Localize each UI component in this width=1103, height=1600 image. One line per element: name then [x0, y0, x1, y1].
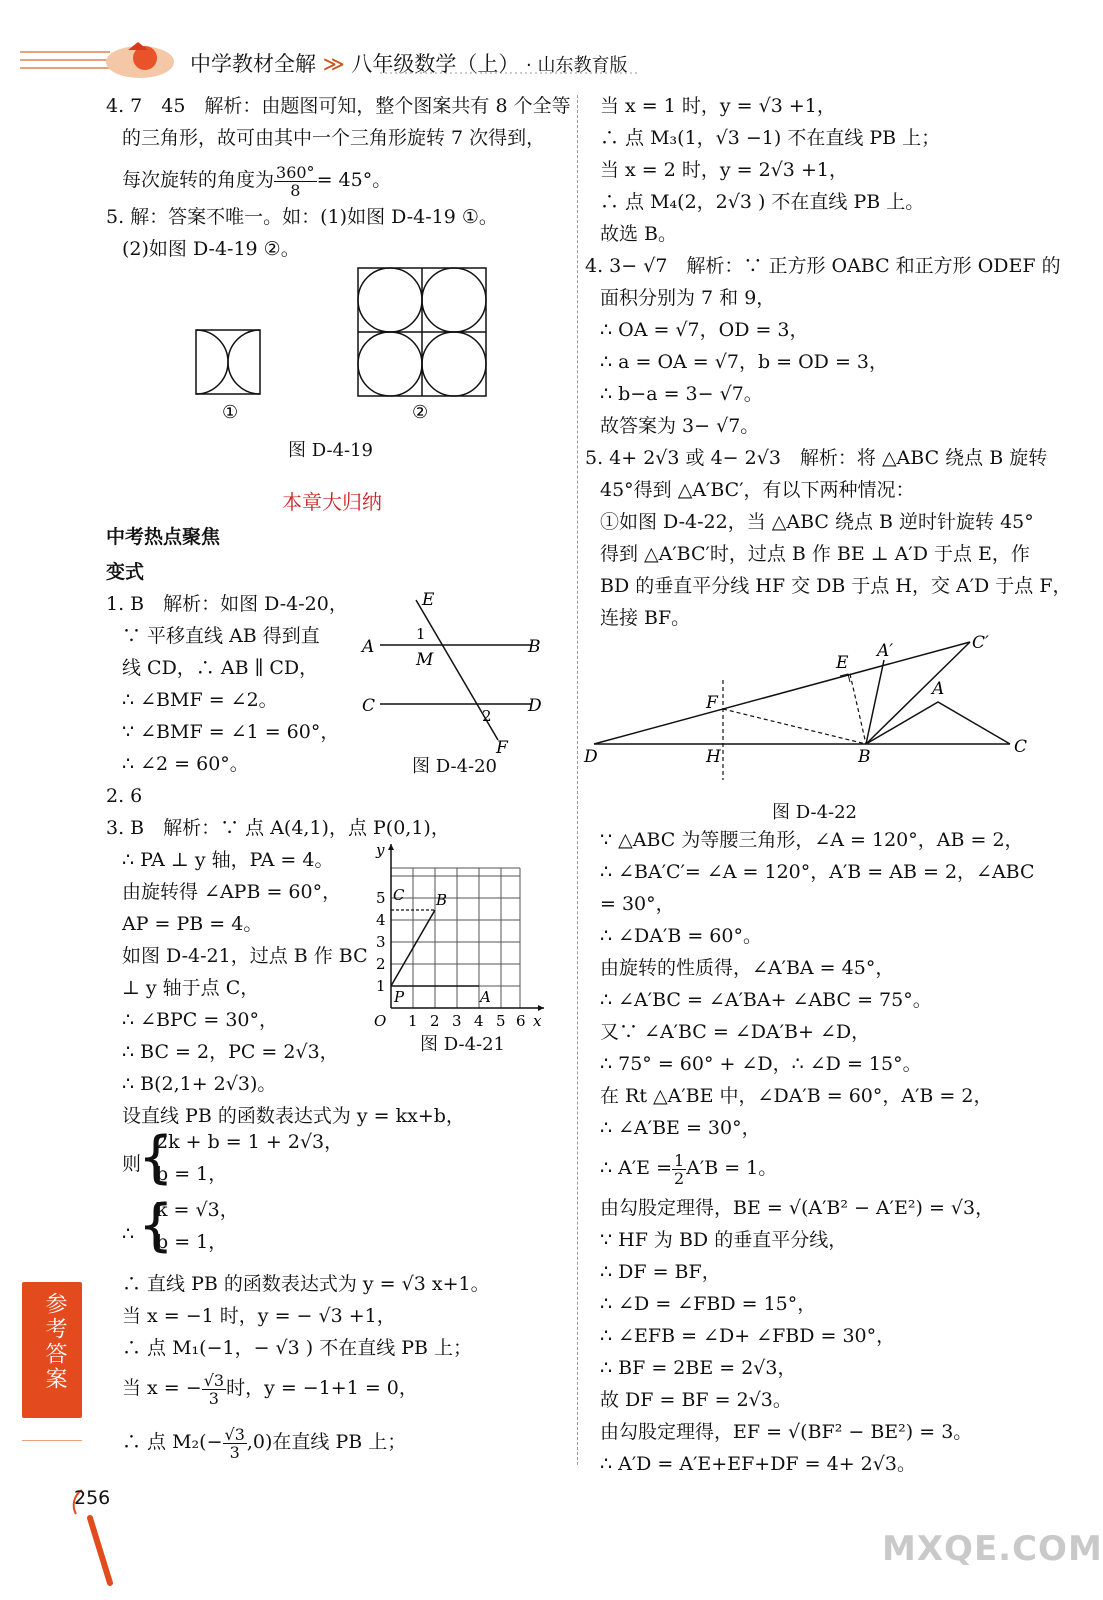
right-q4-line4: ∴ a = OA = √7，b = OD = 3，	[600, 351, 889, 373]
system1-eq1: 2k + b = 1 + 2√3，	[156, 1131, 344, 1153]
svg-text:3: 3	[452, 1012, 462, 1030]
system2-eq1: k = √3，	[156, 1199, 239, 1221]
right-q5-line2: 45°得到 △A′BC′，有以下两种情况：	[600, 479, 915, 501]
left-p3-line5: 如图 D-4-21，过点 B 作 BC	[122, 945, 368, 967]
fig21-label-y: y	[376, 841, 385, 859]
right-line3: 当 x = 2 时，y = 2√3 +1，	[600, 159, 848, 181]
fig22-segment-be	[850, 674, 866, 744]
system1-prefix: 则	[122, 1153, 142, 1175]
left-q4-line2: 的三角形，故可由其中一个三角形旋转 7 次得到，	[122, 127, 546, 149]
system2-eq2: b = 1，	[156, 1231, 228, 1253]
right-line2: ∴ 点 M₃(1，√3 −1) 不在直线 PB 上；	[600, 127, 941, 149]
fig22-label-b: B	[858, 747, 871, 767]
right-s6: ∴ ∠A′BC = ∠A′BA+ ∠ABC = 75°。	[600, 989, 932, 1011]
left-p3-line11: ∴ 直线 PB 的函数表达式为 y = √3 x+1。	[122, 1273, 490, 1295]
header-logo-icon	[20, 38, 190, 80]
system2-prefix: ∴	[122, 1223, 135, 1245]
left-p1-line1: 1. B 解析：如图 D-4-20，	[106, 593, 348, 615]
right-s9: 在 Rt △A′BE 中，∠DA′B = 60°，A′B = 2，	[600, 1085, 993, 1107]
left-p3-line9: ∴ B(2,1+ 2√3)。	[122, 1073, 277, 1095]
line15-prefix: ∴ 点 M₂	[122, 1431, 200, 1453]
left-p3-line7: ∴ ∠BPC = 30°，	[122, 1009, 279, 1031]
fig20-label-b: B	[528, 637, 541, 657]
right-s3: = 30°，	[600, 893, 675, 915]
left-p3-line3: 由旋转得 ∠APB = 60°，	[122, 881, 342, 903]
tab-label: 参考答案	[42, 1292, 67, 1392]
right-s16: ∴ ∠EFB = ∠D+ ∠FBD = 30°，	[600, 1325, 896, 1347]
fig20-label-1: 1	[416, 625, 426, 643]
section-heading-hot: 中考热点聚焦	[106, 526, 221, 548]
fig19-label-1: ①	[222, 402, 239, 423]
left-q4-line3	[122, 160, 391, 200]
page-number: 256	[74, 1487, 111, 1509]
watermark-logo	[882, 1520, 1103, 1571]
fig20-label-d: D	[528, 696, 542, 716]
right-s11	[600, 1148, 777, 1188]
fig22-label-a: A	[932, 679, 945, 699]
header-separator: ≫	[322, 52, 345, 76]
fig20-label-f: F	[496, 738, 508, 758]
right-s1: ∵ △ABC 为等腰三角形，∠A = 120°，AB = 2，	[600, 829, 1024, 851]
svg-text:5: 5	[376, 889, 386, 907]
right-s12: 由勾股定理得，BE = √(A′B² − A′E²) = √3，	[600, 1197, 995, 1219]
svg-text:1: 1	[408, 1012, 418, 1030]
line15-suffix: 在直线 PB 上；	[272, 1431, 407, 1453]
right-line1: 当 x = 1 时，y = √3 +1，	[600, 95, 836, 117]
fig21-y-ticks	[376, 889, 386, 995]
right-q4-line3: ∴ OA = √7，OD = 3，	[600, 319, 809, 341]
right-s17: ∴ BF = 2BE = 2√3，	[600, 1357, 797, 1379]
system2-brace: {	[138, 1193, 174, 1258]
section-heading-variant: 变式	[106, 561, 145, 583]
right-q5-line5: BD 的垂直平分线 HF 交 DB 于点 H，交 A′D 于点 F，	[600, 575, 1072, 597]
left-p2: 2. 6	[106, 785, 143, 807]
header-series: 中学教材全解	[190, 52, 316, 76]
figure-d-4-20	[360, 590, 560, 758]
svg-text:6: 6	[516, 1012, 526, 1030]
right-q4-line2: 面积分别为 7 和 9，	[600, 287, 776, 309]
fig21-label-a: A	[480, 988, 491, 1006]
frac-numerator: 360°	[276, 162, 315, 182]
left-p1-line3: 线 CD，∴ AB ∥ CD，	[122, 657, 319, 679]
right-s19: 由勾股定理得，EF = √(BF² − BE²) = 3。	[600, 1421, 973, 1443]
left-p3-line10: 设直线 PB 的函数表达式为 y = kx+b，	[122, 1105, 465, 1127]
left-p3-line15: ∴ 点 M₂(− $\frac{√3}{3}$ ,0)在直线 PB 上；	[122, 1424, 407, 1462]
left-p3-line1: 3. B 解析：∵ 点 A(4,1)，点 P(0,1)，	[106, 817, 450, 839]
reference-answer-tab	[22, 1282, 82, 1418]
fig22-label-c-prime: C′	[972, 633, 989, 653]
right-s10: ∴ ∠A′BE = 30°，	[600, 1117, 761, 1139]
left-p3-line2: ∴ PA ⊥ y 轴，PA = 4。	[122, 849, 334, 871]
right-s20: ∴ A′D = A′E+EF+DF = 4+ 2√3。	[600, 1453, 916, 1475]
right-q4-line1: 4. 3− √7 解析：∵ 正方形 OABC 和正方形 ODEF 的	[585, 255, 1061, 277]
left-p3-line4: AP = PB = 4。	[122, 913, 263, 935]
right-q4-line5: ∴ b−a = 3− √7。	[600, 383, 763, 405]
line14-suffix: 时，y = −1+1 = 0，	[226, 1377, 418, 1399]
fig21-label-o: O	[374, 1012, 387, 1030]
right-s14: ∴ DF = BF，	[600, 1261, 721, 1283]
right-s15: ∴ ∠D = ∠FBD = 15°，	[600, 1293, 817, 1315]
s11-prefix: ∴ A′E =	[600, 1157, 672, 1179]
header-book: 八年级数学（上）	[351, 52, 520, 76]
right-q5-line1: 5. 4+ 2√3 或 4− 2√3 解析：将 △ABC 绕点 B 旋转	[585, 447, 1048, 469]
fig21-label-p: P	[394, 988, 405, 1006]
fig21-x-ticks	[408, 1012, 526, 1030]
s11-suffix: A′B = 1。	[686, 1157, 778, 1179]
right-s13: ∵ HF 为 BD 的垂直平分线，	[600, 1229, 848, 1251]
figure-d-4-19	[190, 268, 500, 433]
left-q4-line1: 4. 7 45 解析：由题图可知，整个图案共有 8 个全等	[106, 95, 571, 117]
right-s2: ∴ ∠BA′C′= ∠A = 120°，A′B = AB = 2，∠ABC	[600, 861, 1035, 883]
right-q5-line3: ①如图 D-4-22，当 △ABC 绕点 B 逆时针旋转 45°	[600, 511, 1034, 533]
left-p3-line14	[122, 1368, 418, 1408]
fig21-caption: 图 D-4-21	[420, 1034, 506, 1055]
header-press: · 山东教育版	[526, 55, 628, 76]
left-q4-line3a: 每次旋转的角度为	[122, 169, 275, 191]
frac-denominator: 8	[290, 180, 301, 200]
fig20-label-c: C	[362, 696, 376, 716]
column-divider	[577, 95, 578, 1465]
fig21-label-x: x	[533, 1012, 542, 1030]
right-line5: 故选 B。	[600, 223, 678, 245]
fig19-shape1	[196, 330, 260, 394]
left-p1-line5: ∵ ∠BMF = ∠1 = 60°，	[122, 721, 340, 743]
right-q5-line4: 得到 △A′BC′时，过点 B 作 BE ⊥ A′D 于点 E，作	[600, 543, 1030, 565]
line14-prefix: 当 x = −	[122, 1377, 202, 1399]
fraction-1-2: $\frac{1}{2}$	[674, 1150, 685, 1188]
fig22-caption: 图 D-4-22	[772, 802, 858, 823]
fig22-label-h: H	[706, 747, 721, 767]
fig21-label-c: C	[393, 886, 405, 904]
system1-brace: {	[138, 1125, 174, 1190]
svg-text:5: 5	[496, 1012, 506, 1030]
fig21-label-b: B	[436, 891, 448, 909]
fig19-label-2: ②	[412, 402, 429, 423]
fig22-label-f: F	[706, 693, 718, 713]
fraction-360-8	[274, 164, 317, 199]
right-q4-line6: 故答案为 3− √7。	[600, 415, 760, 437]
right-line4: ∴ 点 M₄(2，2√3 ) 不在直线 PB 上。	[600, 191, 925, 213]
svg-text:4: 4	[474, 1012, 484, 1030]
fig22-right-angle	[840, 674, 850, 682]
fig20-label-2: 2	[482, 707, 492, 725]
left-p3-line8: ∴ BC = 2，PC = 2√3，	[122, 1041, 339, 1063]
svg-text:1: 1	[376, 977, 386, 995]
fig20-label-e: E	[422, 590, 435, 610]
right-s8: ∴ 75° = 60° + ∠D，∴ ∠D = 15°。	[600, 1053, 922, 1075]
right-s4: ∴ ∠DA′B = 60°。	[600, 925, 762, 947]
left-p1-line2: ∵ 平移直线 AB 得到直	[122, 625, 320, 647]
fig19-shape2	[358, 268, 486, 396]
chapter-heading: 本章大归纳	[282, 490, 382, 514]
svg-text:3: 3	[376, 933, 386, 951]
left-p3-line12: 当 x = −1 时，y = − √3 +1，	[122, 1305, 396, 1327]
fig20-label-a: A	[362, 637, 375, 657]
system1-eq2: b = 1，	[156, 1163, 228, 1185]
fig22-label-e: E	[836, 653, 849, 673]
fraction-sqrt3-3b: $\frac{√3}{3}$	[224, 1424, 245, 1462]
fig19-caption: 图 D-4-19	[288, 440, 374, 461]
fraction-sqrt3-3: $\frac{√3}{3}$	[203, 1370, 225, 1408]
right-s18: 故 DF = BF = 2√3。	[600, 1389, 792, 1411]
left-q5-line2: (2)如图 D-4-19 ②。	[122, 238, 300, 260]
left-q5-line1: 5. 解：答案不唯一。如：(1)如图 D-4-19 ①。	[106, 206, 498, 228]
fig22-line-ba1	[866, 660, 884, 744]
fig21-grid	[391, 868, 520, 1008]
svg-text:2: 2	[430, 1012, 440, 1030]
right-q5-line6: 连接 BF。	[600, 607, 691, 629]
left-p1-line4: ∴ ∠BMF = ∠2。	[122, 689, 278, 711]
svg-text:4: 4	[376, 911, 386, 929]
left-p3-line6: ⊥ y 轴于点 C，	[122, 977, 260, 999]
tab-rule	[22, 1440, 82, 1441]
left-p1-line6: ∴ ∠2 = 60°。	[122, 753, 249, 775]
svg-text:2: 2	[376, 955, 386, 973]
header-title	[190, 48, 628, 78]
fig22-label-c: C	[1014, 737, 1028, 757]
figure-d-4-22	[586, 630, 1056, 780]
right-s5: 由旋转的性质得，∠A′BA = 45°，	[600, 957, 895, 979]
fig22-segment-bf	[723, 709, 866, 744]
fig22-line-dc1	[594, 642, 970, 744]
watermark-text: MXQE.COM	[882, 1529, 1103, 1569]
figure-d-4-21	[368, 838, 558, 1038]
fig22-label-d: D	[584, 747, 598, 767]
fig20-label-m: M	[416, 650, 434, 670]
left-p3-line13: ∴ 点 M₁(−1，− √3 ) 不在直线 PB 上；	[122, 1337, 473, 1359]
fig20-caption: 图 D-4-20	[412, 756, 498, 777]
fig22-label-a-prime: A′	[877, 641, 894, 661]
right-s7: 又∵ ∠A′BC = ∠DA′B+ ∠D，	[600, 1021, 871, 1043]
left-q4-line3b: = 45°。	[316, 169, 392, 191]
